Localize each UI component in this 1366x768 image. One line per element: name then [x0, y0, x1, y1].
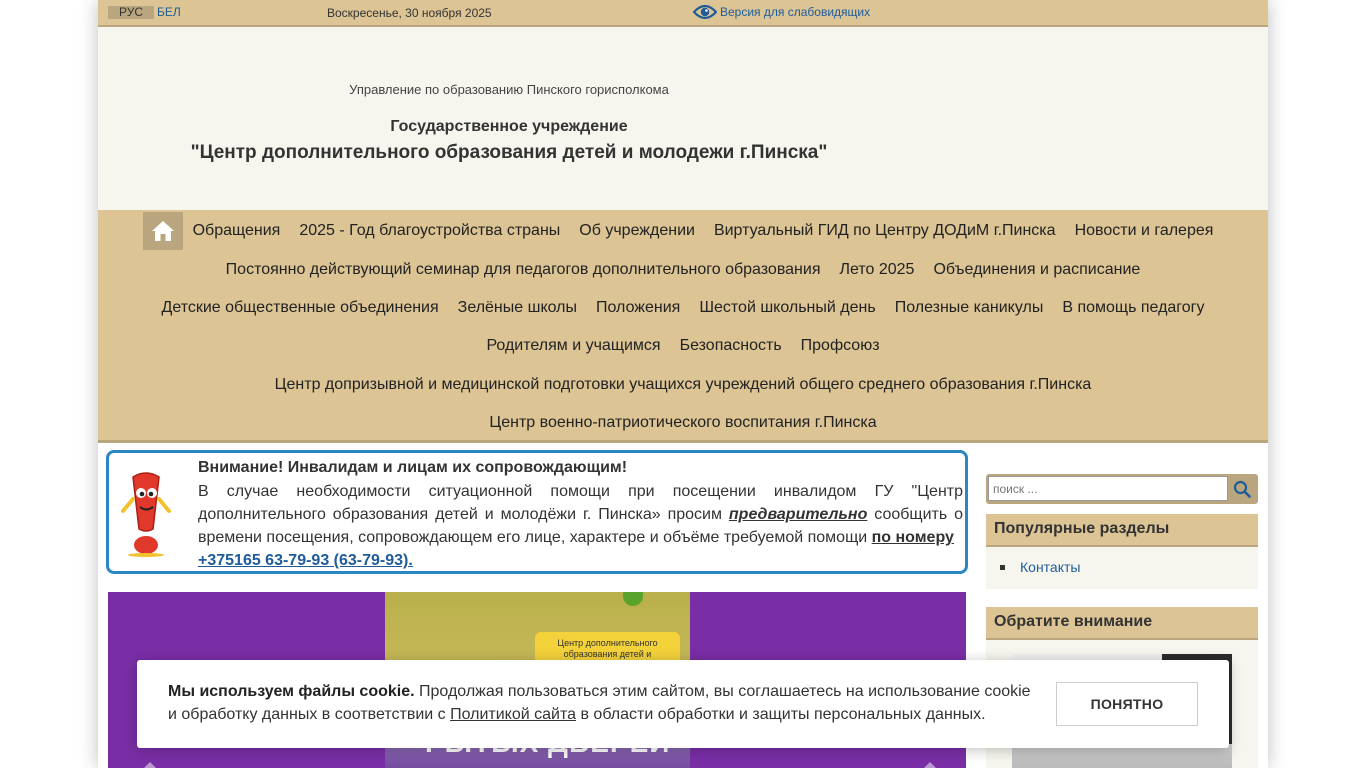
menu-item-year-2025[interactable]: 2025 - Год благоустройства страны: [299, 222, 561, 240]
banner-card-text: Центр дополнительного образования детей и: [535, 632, 680, 668]
notice-text-part: В случае необходимости ситуационной помощи при посещении инвалидом ГУ "Центр дополнительного образования детей и молодёжи г. Пинска» просим: [198, 483, 963, 523]
search-icon: [1233, 480, 1251, 498]
menu-item-children-associations[interactable]: Детские общественные объединения: [161, 298, 439, 316]
menu-item-pre-conscription-center[interactable]: Центр допризывной и медицинской подготовки учащихся учреждений общего среднего образования г.Пинска: [274, 375, 1092, 393]
cookie-text: [168, 680, 1038, 726]
lang-by-link[interactable]: БЕЛ: [157, 5, 181, 19]
notice-text-emphasis: предварительно: [728, 506, 868, 523]
organization-type: Государственное учреждение: [390, 118, 628, 135]
menu-item-virtual-guide[interactable]: Виртуальный ГИД по Центру ДОДиМ г.Пинска: [713, 222, 1056, 240]
popular-sections-list: [986, 547, 1258, 589]
parent-organization: Управление по образованию Пинского горисполкома: [349, 82, 669, 97]
top-bar: [98, 0, 1268, 27]
menu-item-sixth-school-day[interactable]: Шестой школьный день: [699, 298, 876, 316]
menu-row: [138, 366, 1228, 404]
search-box: [986, 474, 1258, 504]
menu-row: [138, 327, 1228, 365]
bullet-icon: [1000, 565, 1005, 570]
eye-icon: [693, 3, 717, 21]
popular-sections-panel: [986, 514, 1258, 589]
search-input[interactable]: [988, 476, 1228, 501]
home-button[interactable]: [143, 212, 183, 250]
exclamation-mascot-icon: [115, 471, 177, 557]
page-container: [98, 0, 1268, 768]
menu-item-summer-2025[interactable]: Лето 2025: [839, 260, 915, 278]
low-vision-link[interactable]: [693, 3, 870, 21]
menu-item-regulations[interactable]: Положения: [596, 298, 681, 316]
cookie-accept-button[interactable]: ПОНЯТНО: [1056, 682, 1198, 726]
organization-name: "Центр дополнительного образования детей и молодежи г.Пинска": [190, 142, 828, 163]
menu-item-about[interactable]: Об учреждении: [579, 222, 695, 240]
low-vision-label: Версия для слабовидящих: [720, 5, 871, 19]
notice-text-number-label: по номеру: [871, 529, 954, 546]
menu-item-useful-holidays[interactable]: Полезные каникулы: [894, 298, 1044, 316]
menu-row: [138, 289, 1228, 327]
notice-text: [198, 480, 963, 572]
cookie-text-bold: Мы используем файлы cookie.: [168, 683, 415, 700]
main-menu: [98, 210, 1268, 443]
notice-phone-link[interactable]: +375165 63-79-93: [198, 552, 330, 569]
site-header: [98, 27, 1268, 210]
lang-ru-button[interactable]: РУС: [108, 6, 154, 19]
search-button[interactable]: [1228, 476, 1256, 502]
notice-text-part: сообщить о времени посещения, сопровождающем его лице, характере и объёме требуемой помощи: [198, 506, 963, 546]
menu-item-seminar[interactable]: Постоянно действующий семинар для педагогов дополнительного образования: [225, 260, 821, 278]
cookie-banner: [137, 660, 1229, 748]
cookie-text-part: Продолжая пользоваться этим сайтом, вы соглашаетесь на использование cookie и обработку данных в соответствии с: [168, 683, 1031, 723]
menu-item-green-schools[interactable]: Зелёные школы: [457, 298, 577, 316]
current-date: Воскресенье, 30 ноября 2025: [327, 6, 492, 20]
menu-item-appeals[interactable]: Обращения: [192, 222, 281, 240]
notice-phone-short: (63-79-93).: [329, 552, 413, 569]
menu-item-trade-union[interactable]: Профсоюз: [800, 337, 880, 355]
menu-item-patriotic-center[interactable]: Центр военно-патриотического воспитания г.Пинска: [489, 414, 877, 432]
menu-item-parents-students[interactable]: Родителям и учащимся: [486, 337, 661, 355]
cookie-policy-link[interactable]: Политикой сайта: [450, 706, 577, 723]
banner-leaf-icon: [623, 592, 643, 606]
popular-link-contacts[interactable]: Контакты: [1020, 559, 1081, 575]
menu-row: [138, 404, 1228, 442]
accessibility-notice: [106, 450, 968, 574]
menu-item-news-gallery[interactable]: Новости и галерея: [1074, 222, 1214, 240]
menu-item-teacher-help[interactable]: В помощь педагогу: [1062, 298, 1205, 316]
list-item: [1000, 559, 1258, 575]
home-icon: [151, 220, 175, 242]
cookie-text-part: в области обработки и защиты персональных данных.: [576, 706, 986, 723]
menu-row: [138, 250, 1228, 288]
attention-title: Обратите внимание: [986, 607, 1258, 640]
menu-item-safety[interactable]: Безопасность: [679, 337, 782, 355]
menu-item-groups-schedule[interactable]: Объединения и расписание: [933, 260, 1141, 278]
menu-row: [138, 212, 1228, 250]
notice-title: Внимание! Инвалидам и лицам их сопровождающим!: [198, 459, 628, 476]
banner-next-arrow-icon[interactable]: [920, 762, 940, 768]
banner-prev-arrow-icon[interactable]: [140, 762, 160, 768]
popular-sections-title: Популярные разделы: [986, 514, 1258, 547]
